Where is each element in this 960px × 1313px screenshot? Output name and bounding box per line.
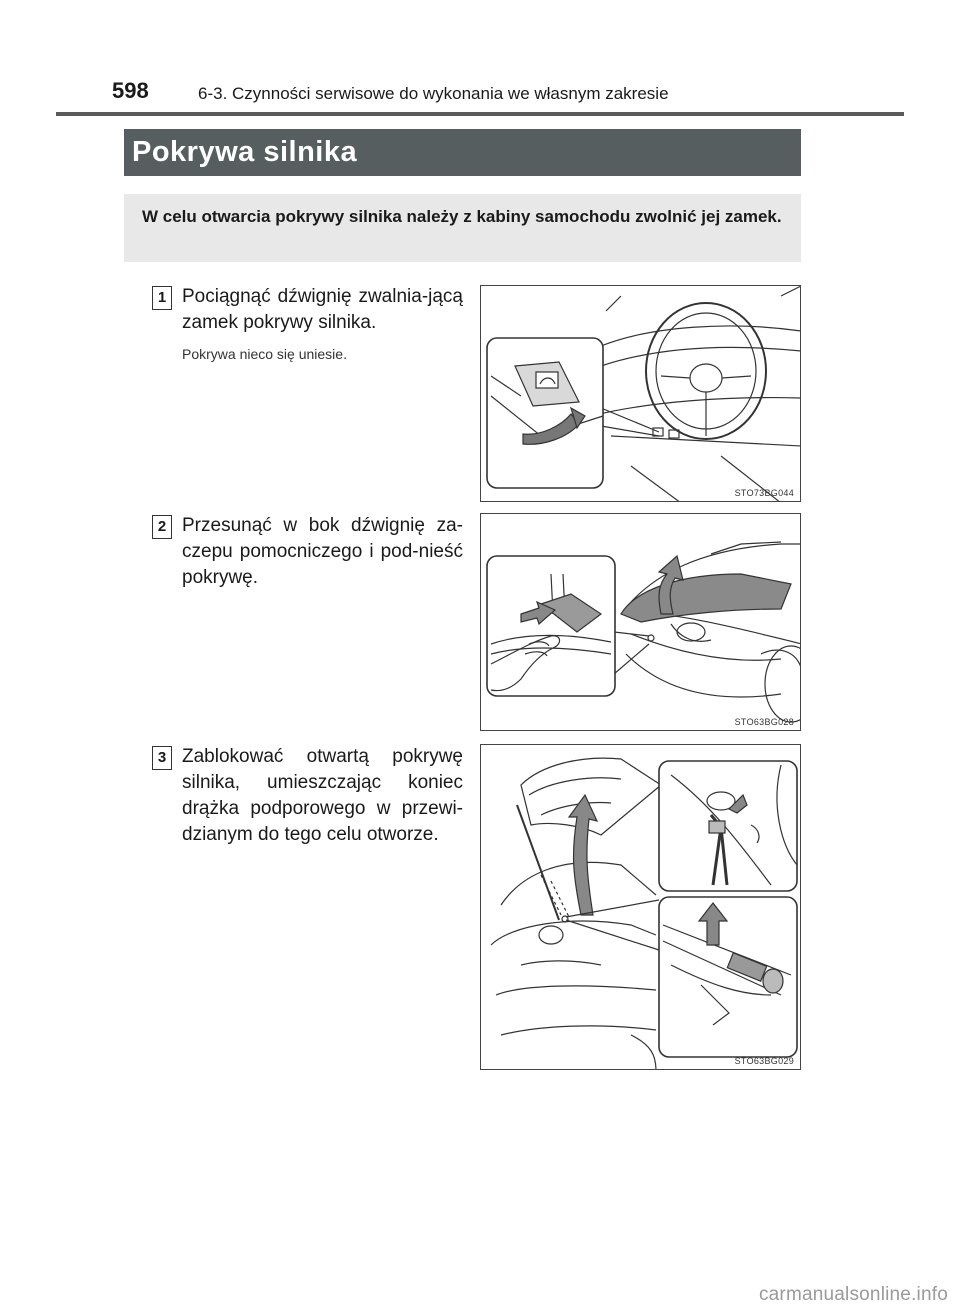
step-number-3: 3	[152, 746, 172, 770]
page-number: 598	[112, 78, 149, 103]
header-rule	[56, 112, 904, 116]
intro-box	[124, 194, 801, 262]
section-title: Pokrywa silnika	[124, 129, 801, 176]
step-number-1: 1	[152, 286, 172, 310]
intro-text: W celu otwarcia pokrywy silnika należy z kabiny samochodu zwolnić jej zamek.	[142, 207, 782, 226]
figure-code-2: STO63BG028	[734, 717, 794, 727]
figure-code-1: STO73BG044	[734, 488, 794, 498]
figure-2-auxiliary-catch	[480, 513, 801, 731]
step-note-1: Pokrywa nieco się uniesie.	[182, 346, 347, 362]
figure-1-hood-release-lever	[480, 285, 801, 502]
step-text-2: Przesunąć w bok dźwignię za-czepu pomocniczego i pod-nieść pokrywę.	[182, 515, 463, 588]
step-number-2: 2	[152, 515, 172, 539]
step-text-1: Pociągnąć dźwignię zwalnia-jącą zamek pokrywy silnika.	[182, 286, 463, 333]
chapter-title: 6-3. Czynności serwisowe do wykonania we własnym zakresie	[198, 84, 669, 103]
figure-code-3: STO63BG029	[734, 1056, 794, 1066]
figure-3-support-rod	[480, 744, 801, 1070]
step-text-3: Zablokować otwartą pokrywę silnika, umieszczając koniec drążka podporowego w przewi-dzianym do tego celu otworze.	[182, 746, 463, 845]
watermark: carmanualsonline.info	[758, 1284, 948, 1305]
